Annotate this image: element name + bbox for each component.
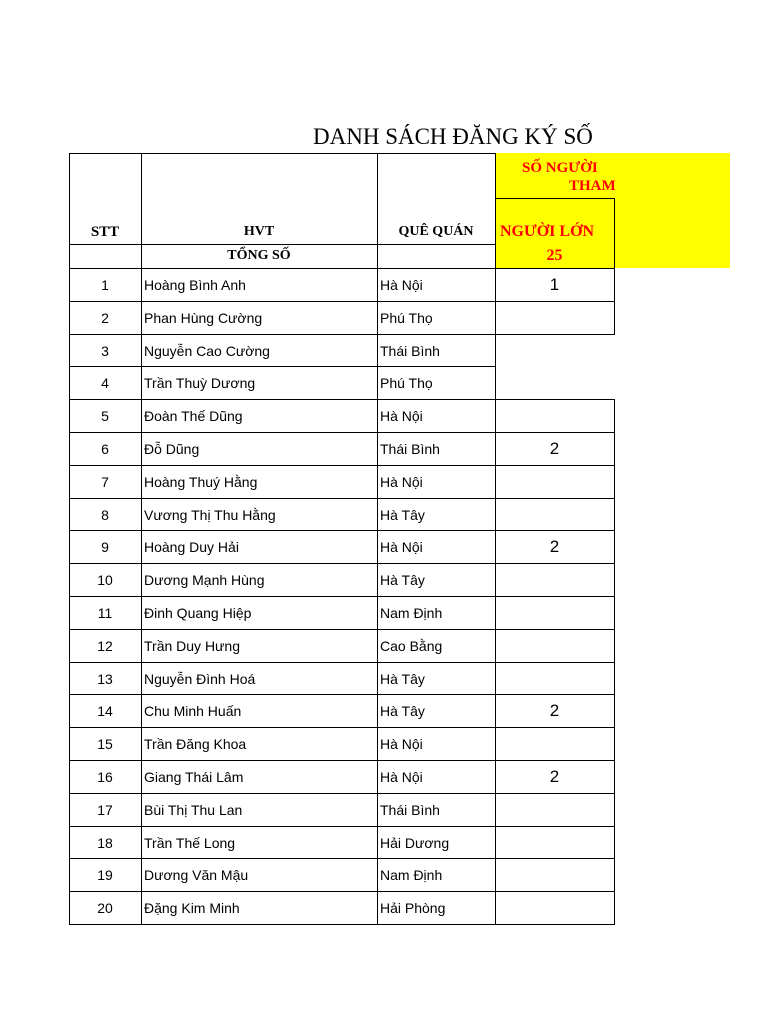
grid-line (69, 891, 615, 892)
grid-line (69, 826, 615, 827)
row-hometown: Hải Dương (380, 834, 450, 851)
row-adults (495, 563, 614, 596)
row-adults: 2 (549, 700, 560, 720)
row-hometown: Hà Nội (380, 473, 423, 490)
grid-line (69, 727, 615, 728)
grid-line (69, 153, 142, 154)
row-adults (495, 366, 614, 399)
row-name: Hoàng Duy Hải (144, 538, 239, 555)
grid-line (377, 153, 378, 925)
page-title: DANH SÁCH ĐĂNG KÝ SỐ (313, 124, 593, 149)
row-adults (495, 858, 614, 891)
row-hometown: Hà Tây (380, 506, 425, 523)
grid-line (69, 301, 615, 302)
row-stt: 6 (101, 440, 109, 457)
grid-line (69, 465, 615, 466)
grid-line (69, 596, 615, 597)
row-name: Trần Thuỳ Dương (144, 374, 256, 391)
total-value: 25 (546, 247, 563, 264)
row-name: Đinh Quang Hiệp (144, 604, 252, 621)
row-stt: 10 (97, 571, 113, 588)
grid-line (69, 334, 615, 335)
row-hometown: Hà Tây (380, 702, 425, 719)
row-stt: 5 (101, 407, 109, 424)
row-hometown: Hà Nội (380, 538, 423, 555)
row-name: Nguyễn Cao Cường (144, 342, 270, 359)
row-name: Đoàn Thế Dũng (144, 407, 243, 424)
grid-line (69, 399, 496, 400)
column-header-stt: STT (90, 223, 120, 240)
grid-line (495, 198, 615, 199)
grid-line (69, 629, 615, 630)
row-name: Hoàng Thuý Hằng (144, 473, 258, 490)
row-hometown: Thái Bình (380, 440, 440, 457)
row-stt: 17 (97, 801, 113, 818)
grid-line (614, 198, 615, 335)
row-hometown: Thái Bình (380, 801, 440, 818)
grid-line (69, 268, 615, 269)
grid-line (69, 530, 615, 531)
row-adults (495, 629, 614, 662)
column-header-so-nguoi: SỐ NGƯỜI (522, 159, 598, 176)
row-adults (495, 465, 614, 498)
row-name: Bùi Thị Thu Lan (144, 801, 243, 818)
row-hometown: Hà Nội (380, 276, 423, 293)
row-stt: 7 (101, 473, 109, 490)
row-stt: 12 (97, 637, 113, 654)
grid-line (69, 662, 615, 663)
row-name: Nguyễn Đình Hoá (144, 670, 256, 687)
grid-line (141, 153, 142, 925)
column-header-hvt: HVT (243, 224, 275, 239)
row-stt: 13 (97, 670, 113, 687)
row-adults (495, 662, 614, 695)
row-adults (495, 793, 614, 826)
row-adults: 2 (549, 766, 560, 786)
row-hometown: Cao Bằng (380, 637, 443, 654)
row-hometown: Hà Nội (380, 407, 423, 424)
column-header-nguoi-lon: NGƯỜI LỚN (500, 223, 595, 240)
grid-line (69, 563, 615, 564)
row-hometown: Hà Nội (380, 768, 423, 785)
row-adults (495, 826, 614, 859)
row-hometown: Phú Thọ (380, 374, 433, 391)
row-stt: 3 (101, 342, 109, 359)
row-name: Giang Thái Lâm (144, 768, 244, 785)
grid-line (69, 924, 615, 925)
row-name: Dương Mạnh Hùng (144, 571, 265, 588)
grid-line (69, 244, 496, 245)
row-adults: 1 (549, 274, 560, 294)
row-stt: 2 (101, 309, 109, 326)
row-hometown: Nam Định (380, 866, 443, 883)
grid-line (69, 498, 615, 499)
row-stt: 1 (101, 276, 109, 293)
row-stt: 16 (97, 768, 113, 785)
row-stt: 20 (97, 899, 113, 916)
row-stt: 8 (101, 506, 109, 523)
row-stt: 4 (101, 374, 109, 391)
row-name: Trần Duy Hưng (144, 637, 240, 654)
row-stt: 15 (97, 735, 113, 752)
grid-line (69, 694, 615, 695)
grid-line (141, 153, 378, 154)
row-name: Chu Minh Huấn (144, 702, 242, 719)
grid-line (69, 858, 615, 859)
row-hometown: Nam Định (380, 604, 443, 621)
total-label: TỔNG SỐ (227, 248, 291, 263)
row-hometown: Thái Bình (380, 342, 440, 359)
row-adults (495, 399, 614, 432)
row-stt: 9 (101, 538, 109, 555)
row-stt: 14 (97, 702, 113, 719)
column-header-tham: THAM (569, 177, 616, 194)
column-header-que-quan: QUÊ QUÁN (398, 224, 474, 239)
grid-line (69, 432, 615, 433)
row-adults (495, 301, 614, 334)
row-adults (495, 498, 614, 531)
row-name: Hoàng Bình Anh (144, 276, 246, 293)
row-name: Phan Hùng Cường (144, 309, 263, 326)
row-adults (495, 891, 614, 924)
row-adults (495, 596, 614, 629)
row-name: Vương Thị Thu Hằng (144, 506, 276, 523)
grid-line (495, 153, 496, 925)
grid-line (69, 153, 70, 925)
row-adults (495, 334, 614, 367)
row-name: Trần Thế Long (144, 834, 236, 851)
row-adults (495, 727, 614, 760)
row-hometown: Hà Nội (380, 735, 423, 752)
grid-line (69, 760, 615, 761)
grid-line (69, 366, 496, 367)
row-hometown: Hà Tây (380, 571, 425, 588)
row-hometown: Phú Thọ (380, 309, 433, 326)
row-adults: 2 (549, 438, 560, 458)
row-name: Dương Văn Mậu (144, 866, 249, 883)
grid-line (377, 153, 496, 154)
row-hometown: Hà Tây (380, 670, 425, 687)
row-hometown: Hải Phòng (380, 899, 446, 916)
row-stt: 18 (97, 834, 113, 851)
row-stt: 19 (97, 866, 113, 883)
row-name: Đỗ Dũng (144, 440, 200, 457)
row-adults: 2 (549, 536, 560, 556)
grid-line (69, 793, 615, 794)
row-name: Trần Đăng Khoa (144, 735, 247, 752)
row-name: Đặng Kim Minh (144, 899, 240, 916)
grid-line (495, 399, 615, 400)
row-stt: 11 (97, 604, 113, 621)
grid-line (614, 399, 615, 925)
